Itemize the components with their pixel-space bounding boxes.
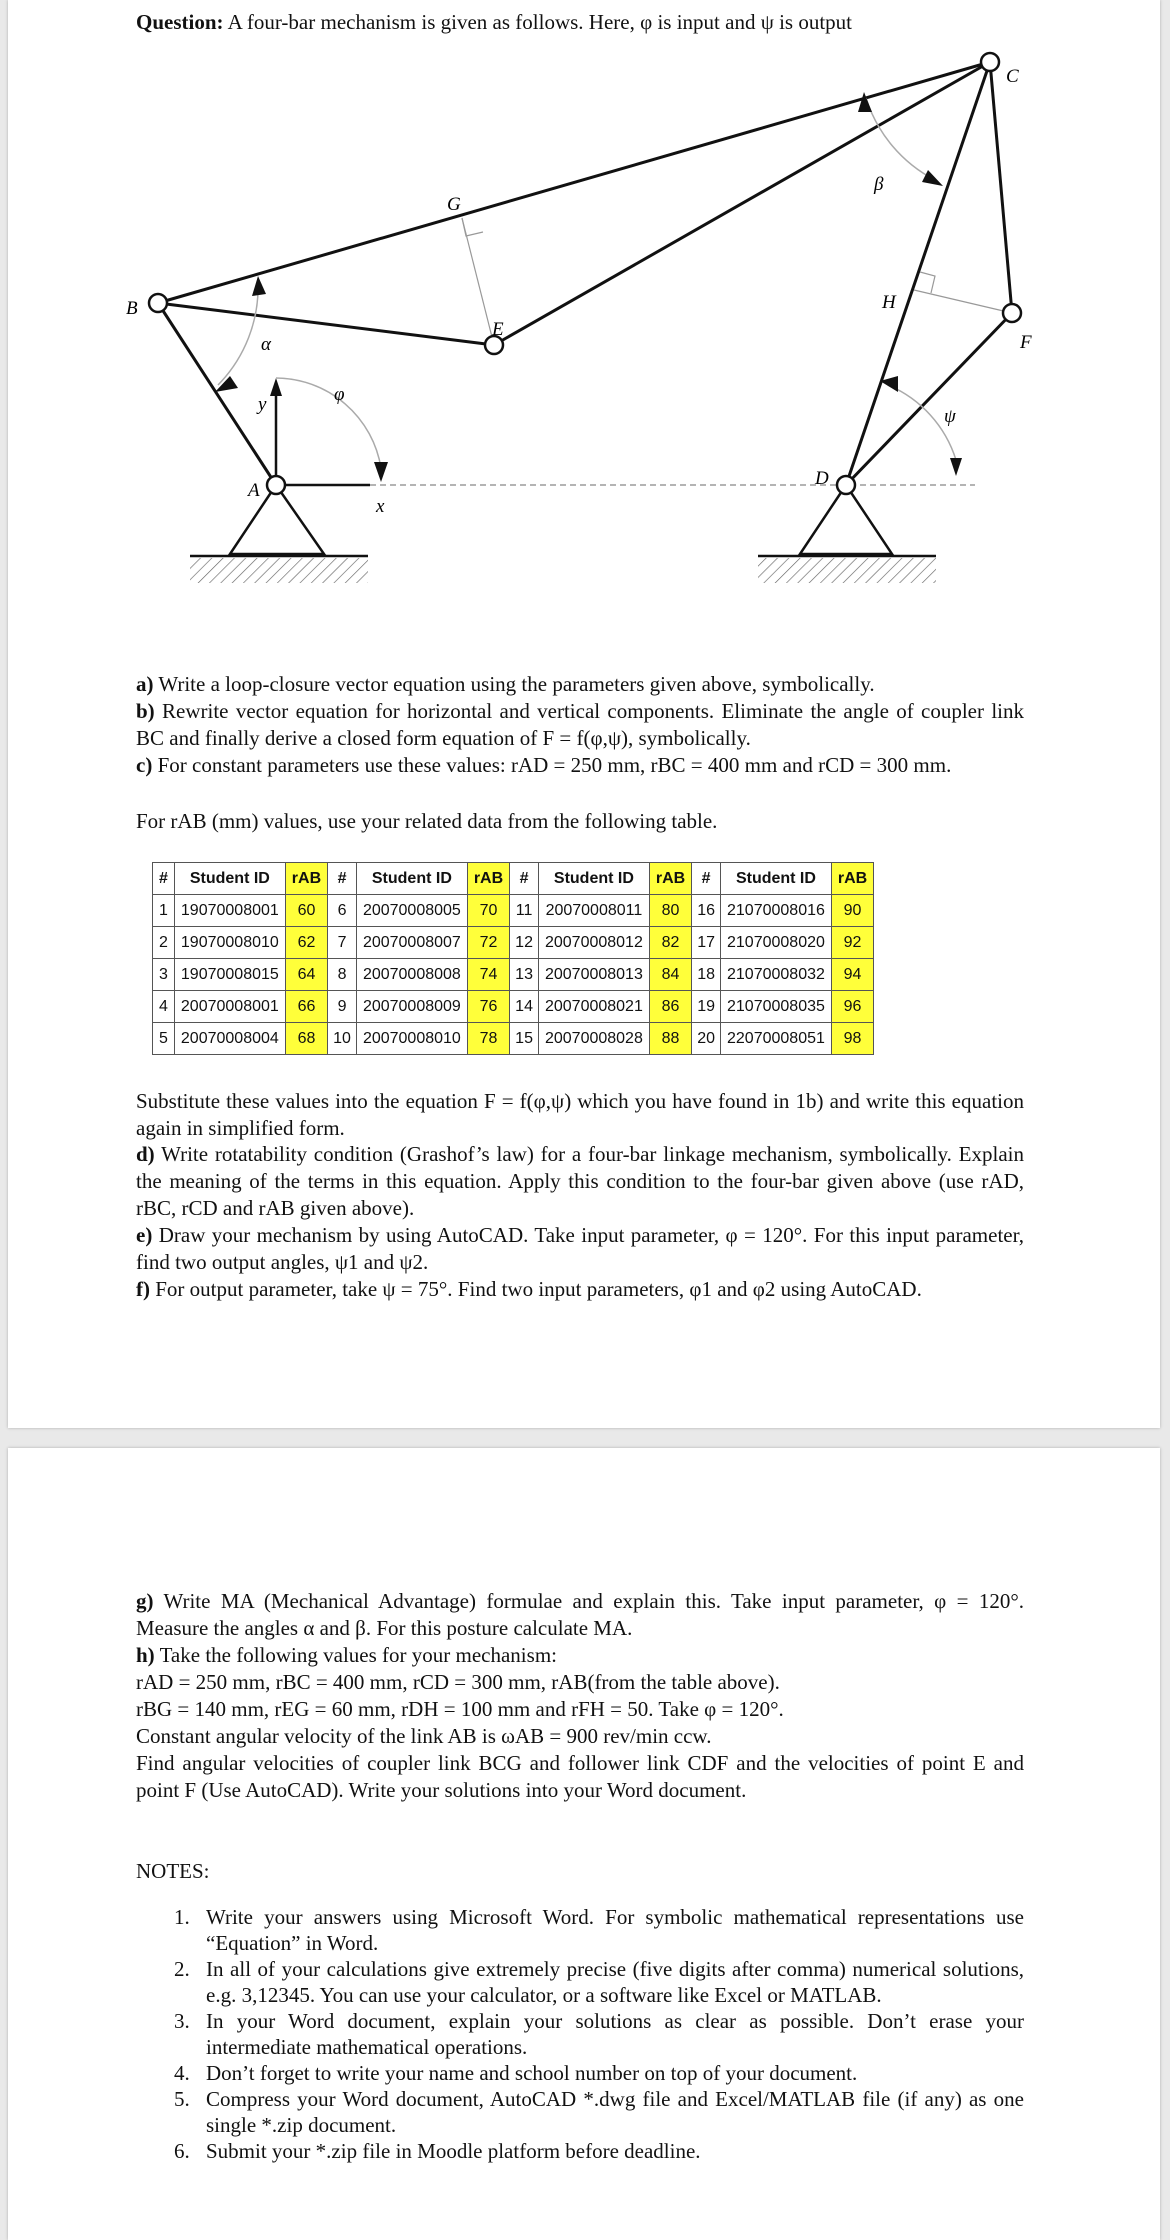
rab-value-cell: 90 (831, 895, 873, 927)
student-data-table (152, 862, 874, 1055)
student-id-cell: 20070008009 (356, 991, 467, 1023)
note-number: 3. (174, 2009, 190, 2033)
table-row (153, 991, 874, 1023)
row-number-cell: 16 (692, 895, 721, 927)
beta-arc (866, 98, 935, 180)
part-h-line-2: rBG = 140 mm, rEG = 60 mm, rDH = 100 mm and rFH = 50. Take φ = 120°. (136, 1697, 784, 1721)
right-angle-G (462, 218, 483, 236)
row-number-cell: 9 (328, 991, 357, 1023)
row-number-cell: 17 (692, 927, 721, 959)
notes-list (136, 1904, 1024, 2164)
note-item (136, 1904, 1024, 1956)
student-id-cell: 20070008005 (356, 895, 467, 927)
header-cell: # (153, 863, 175, 895)
note-text: Write your answers using Microsoft Word. For symbolic mathematical representations use “Equation” in Word. (206, 1905, 1024, 1955)
joint-D (837, 476, 855, 494)
label-A: A (248, 480, 260, 501)
table-row (153, 1023, 874, 1055)
rab-value-cell: 80 (649, 895, 691, 927)
rab-value-cell: 72 (467, 927, 509, 959)
rab-value-cell: 98 (831, 1023, 873, 1055)
part-g (136, 1588, 1024, 1642)
header-cell: rAB (649, 863, 691, 895)
part-d-text: Write rotatability condition (Grashof’s law) for a four-bar linkage mechanism, symbolically. Explain the meaning of the terms in this equation. Apply this condition to the four-bar given above (use rAD, rBC, rCD and rAB given above). (136, 1142, 1024, 1220)
note-number: 4. (174, 2061, 190, 2085)
rab-value-cell: 70 (467, 895, 509, 927)
label-G: G (447, 194, 461, 215)
label-beta: β (874, 174, 884, 195)
row-number-cell: 3 (153, 959, 175, 991)
student-id-cell: 20070008004 (174, 1023, 285, 1055)
part-c-label: c) (136, 753, 153, 777)
part-f (136, 1276, 1024, 1303)
part-h (136, 1642, 1024, 1669)
label-B: B (126, 298, 138, 319)
row-number-cell: 11 (510, 895, 539, 927)
row-number-cell: 4 (153, 991, 175, 1023)
rab-value-cell: 76 (467, 991, 509, 1023)
label-phi: φ (334, 384, 345, 405)
link-CF (990, 62, 1012, 313)
part-e (136, 1222, 1024, 1276)
rab-value-cell: 88 (649, 1023, 691, 1055)
right-angle-H (920, 272, 935, 293)
student-id-cell: 20070008001 (174, 991, 285, 1023)
row-number-cell: 8 (328, 959, 357, 991)
guide-FH (914, 290, 1012, 313)
row-number-cell: 15 (510, 1023, 539, 1055)
part-a-text: Write a loop-closure vector equation using the parameters given above, symbolically. (158, 672, 875, 696)
row-number-cell: 19 (692, 991, 721, 1023)
rab-value-cell: 82 (649, 927, 691, 959)
label-E: E (492, 319, 504, 340)
link-DF (846, 313, 1012, 485)
alpha-arc (218, 282, 258, 385)
label-alpha: α (261, 334, 271, 355)
note-text: Don’t forget to write your name and school number on top of your document. (206, 2061, 858, 2085)
part-g-label: g) (136, 1589, 154, 1613)
note-number: 1. (174, 1905, 190, 1929)
student-id-cell: 22070008051 (721, 1023, 832, 1055)
row-number-cell: 14 (510, 991, 539, 1023)
table-header-row (153, 863, 874, 895)
joint-C (981, 53, 999, 71)
row-number-cell: 12 (510, 927, 539, 959)
question-label: Question: (136, 10, 224, 34)
student-id-cell: 20070008021 (538, 991, 649, 1023)
row-number-cell: 6 (328, 895, 357, 927)
rab-value-cell: 94 (831, 959, 873, 991)
student-id-cell: 20070008012 (538, 927, 649, 959)
part-a-label: a) (136, 672, 154, 696)
label-x: x (376, 496, 385, 517)
part-d-label: d) (136, 1142, 155, 1166)
header-cell: Student ID (174, 863, 285, 895)
row-number-cell: 13 (510, 959, 539, 991)
student-id-cell: 21070008032 (721, 959, 832, 991)
table-row (153, 927, 874, 959)
joint-B (149, 294, 167, 312)
student-id-cell: 20070008011 (538, 895, 649, 927)
student-id-cell: 21070008020 (721, 927, 832, 959)
link-BE (158, 303, 494, 345)
link-DC (846, 62, 990, 485)
label-F: F (1020, 332, 1032, 353)
rab-value-cell: 86 (649, 991, 691, 1023)
row-number-cell: 2 (153, 927, 175, 959)
note-item (136, 2060, 1024, 2086)
part-f-text: For output parameter, take ψ = 75°. Find two input parameters, φ1 and φ2 using AutoCAD. (155, 1277, 922, 1301)
label-C: C (1006, 66, 1019, 87)
header-cell: rAB (831, 863, 873, 895)
rab-value-cell: 66 (285, 991, 327, 1023)
guide-EG (462, 218, 494, 345)
part-h-label: h) (136, 1643, 155, 1667)
part-a (136, 671, 1024, 698)
part-e-text: Draw your mechanism by using AutoCAD. Take input parameter, φ = 120°. For this input parameter, find two output angles, ψ1 and ψ2. (136, 1223, 1024, 1274)
joint-A (267, 476, 285, 494)
rab-value-cell: 60 (285, 895, 327, 927)
rab-value-cell: 64 (285, 959, 327, 991)
part-h-text: Take the following values for your mechanism: (159, 1643, 557, 1667)
header-cell: # (692, 863, 721, 895)
student-id-cell: 20070008007 (356, 927, 467, 959)
part-c-table-intro: For rAB (mm) values, use your related data from the following table. (136, 809, 718, 833)
student-id-cell: 20070008013 (538, 959, 649, 991)
row-number-cell: 7 (328, 927, 357, 959)
row-number-cell: 18 (692, 959, 721, 991)
student-id-cell: 20070008028 (538, 1023, 649, 1055)
label-H: H (882, 292, 896, 313)
rab-value-cell: 92 (831, 927, 873, 959)
question-text: A four-bar mechanism is given as follows. Here, φ is input and ψ is output (227, 10, 853, 34)
header-cell: # (510, 863, 539, 895)
student-id-cell: 20070008010 (356, 1023, 467, 1055)
student-id-cell: 21070008016 (721, 895, 832, 927)
ground-support-D (758, 485, 936, 583)
rab-value-cell: 68 (285, 1023, 327, 1055)
rab-value-cell: 96 (831, 991, 873, 1023)
substitute-instruction: Substitute these values into the equation F = f(φ,ψ) which you have found in 1b) and write this equation again in simplified form. (136, 1089, 1024, 1140)
label-D: D (815, 468, 829, 489)
note-item (136, 2086, 1024, 2138)
ground-support-A (190, 485, 368, 583)
notes-title: NOTES: (136, 1859, 210, 1883)
note-number: 2. (174, 1957, 190, 1981)
table-row (153, 895, 874, 927)
part-b-label: b) (136, 699, 155, 723)
part-c (136, 752, 1024, 779)
part-b (136, 698, 1024, 752)
part-g-text: Write MA (Mechanical Advantage) formulae and explain this. Take input parameter, φ = 120°. Measure the angles α and β. For this posture calculate MA. (136, 1589, 1024, 1640)
header-cell: rAB (467, 863, 509, 895)
part-e-label: e) (136, 1223, 153, 1247)
header-cell: # (328, 863, 357, 895)
link-EC (494, 62, 990, 345)
rab-value-cell: 62 (285, 927, 327, 959)
rab-value-cell: 74 (467, 959, 509, 991)
note-text: In your Word document, explain your solutions as clear as possible. Don’t erase your intermediate mathematical operations. (206, 2009, 1024, 2059)
part-f-label: f) (136, 1277, 150, 1301)
part-h-line-4: Find angular velocities of coupler link BCG and follower link CDF and the velocities of point E and point F (Use AutoCAD). Write your solutions into your Word document. (136, 1751, 1024, 1802)
row-number-cell: 20 (692, 1023, 721, 1055)
note-text: Compress your Word document, AutoCAD *.dwg file and Excel/MATLAB file (if any) as one single *.zip document. (206, 2087, 1024, 2137)
student-id-cell: 21070008035 (721, 991, 832, 1023)
note-number: 5. (174, 2087, 190, 2111)
header-cell: rAB (285, 863, 327, 895)
note-text: Submit your *.zip file in Moodle platform before deadline. (206, 2139, 701, 2163)
label-y: y (258, 394, 267, 415)
row-number-cell: 5 (153, 1023, 175, 1055)
header-cell: Student ID (538, 863, 649, 895)
part-c-text: For constant parameters use these values: rAD = 250 mm, rBC = 400 mm and rCD = 300 mm. (157, 753, 952, 777)
student-id-cell: 19070008001 (174, 895, 285, 927)
phi-arc (276, 378, 381, 468)
header-cell: Student ID (721, 863, 832, 895)
row-number-cell: 10 (328, 1023, 357, 1055)
row-number-cell: 1 (153, 895, 175, 927)
part-h-line-1: rAD = 250 mm, rBC = 400 mm, rCD = 300 mm, rAB(from the table above). (136, 1670, 780, 1694)
label-psi: ψ (944, 406, 956, 427)
rab-value-cell: 84 (649, 959, 691, 991)
note-text: In all of your calculations give extremely precise (five digits after comma) numerical solutions, e.g. 3,12345. You can use your calculator, or a software like Excel or MATLAB. (206, 1957, 1024, 2007)
table-row (153, 959, 874, 991)
part-d (136, 1141, 1024, 1222)
note-number: 6. (174, 2139, 190, 2163)
part-b-text: Rewrite vector equation for horizontal and vertical components. Eliminate the angle of coupler link BC and finally derive a closed form equation of F = f(φ,ψ), symbolically. (136, 699, 1024, 750)
four-bar-mechanism-diagram (0, 0, 1170, 600)
note-item (136, 2008, 1024, 2060)
student-id-cell: 19070008015 (174, 959, 285, 991)
header-cell: Student ID (356, 863, 467, 895)
student-id-cell: 19070008010 (174, 927, 285, 959)
part-h-line-3: Constant angular velocity of the link AB is ωAB = 900 rev/min ccw. (136, 1724, 712, 1748)
rab-value-cell: 78 (467, 1023, 509, 1055)
student-id-cell: 20070008008 (356, 959, 467, 991)
note-item (136, 1956, 1024, 2008)
note-item (136, 2138, 1024, 2164)
joint-F (1003, 304, 1021, 322)
